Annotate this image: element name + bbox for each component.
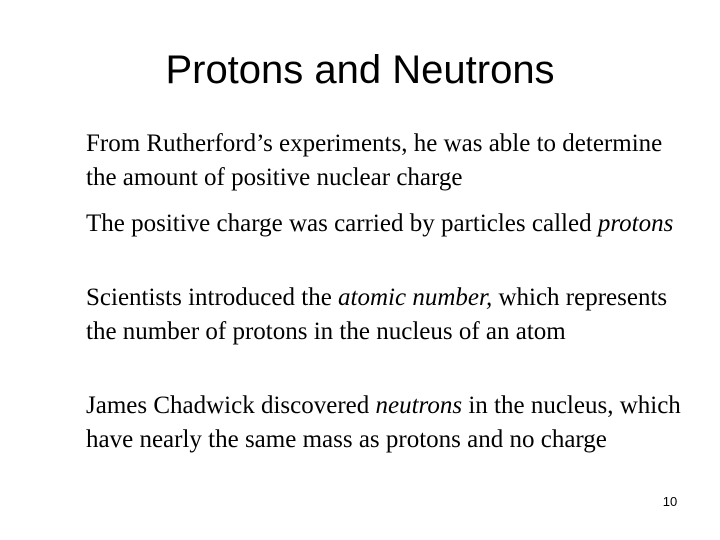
paragraph-text: From Rutherford’s experiments, he was able to determine the amount of positive nuclear charge (86, 130, 663, 191)
page-number: 10 (662, 494, 678, 509)
paragraph-text: which represents the number of protons in the nucleus of an atom (86, 284, 668, 345)
paragraph-text: in the nucleus, which have nearly the same mass as protons and no charge (86, 392, 681, 453)
slide-title: Protons and Neutrons (165, 48, 555, 92)
paragraph-text: Scientists introduced the (86, 284, 339, 311)
term-atomic-number: atomic number, (338, 284, 493, 311)
term-protons: protons (597, 210, 674, 237)
paragraph-atomic-number (86, 281, 696, 349)
paragraph-text: The positive charge was carried by particles called (86, 210, 598, 237)
paragraph-rutherford (86, 127, 696, 195)
paragraph-neutrons (86, 389, 696, 457)
paragraph-text: James Chadwick discovered (86, 392, 376, 419)
paragraph-protons (86, 207, 696, 241)
term-neutrons: neutrons (375, 392, 463, 419)
